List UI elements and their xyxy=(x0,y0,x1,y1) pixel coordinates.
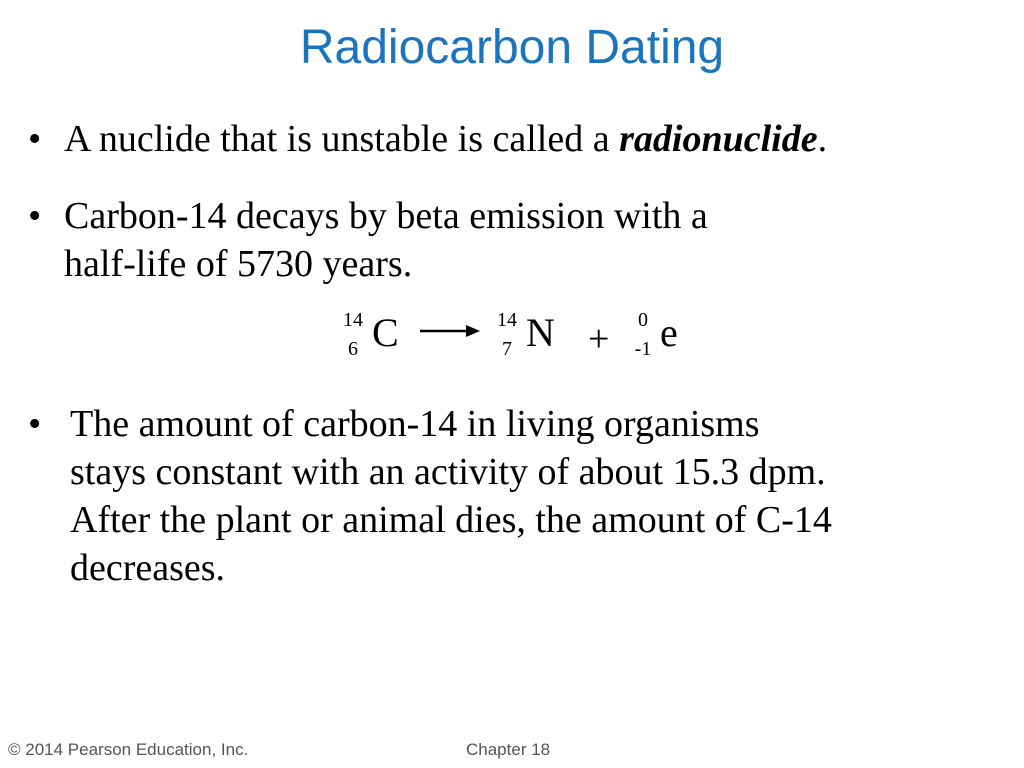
bullet-text xyxy=(64,115,827,163)
bullet-marker: • xyxy=(28,195,42,237)
bullet-line: The amount of carbon-14 in living organisms xyxy=(70,403,760,445)
bullet-line: Carbon-14 decays by beta emission with a xyxy=(64,195,708,237)
atomic-number: 6 xyxy=(348,338,358,360)
emphasis-term: radionuclide xyxy=(619,118,818,160)
element-symbol: N xyxy=(526,310,555,355)
bullet-line: After the plant or animal dies, the amount of C-14 xyxy=(70,499,832,541)
nuclear-equation xyxy=(330,305,710,367)
bullet-marker: • xyxy=(28,118,42,160)
reaction-arrow-icon xyxy=(418,317,482,345)
bullet-line: half-life of 5730 years. xyxy=(64,243,413,285)
bullet-line: stays constant with an activity of about 15.3 dpm. xyxy=(70,451,826,493)
bullet-text-start: A nuclide that is unstable is called a xyxy=(64,118,620,160)
mass-number: 14 xyxy=(343,309,363,331)
bullet-line: decreases. xyxy=(70,547,226,589)
mass-number: 14 xyxy=(497,309,517,331)
atomic-number: 7 xyxy=(502,338,512,360)
particle-symbol: e xyxy=(660,310,678,355)
element-symbol: C xyxy=(372,310,399,355)
bullet-text xyxy=(64,192,708,288)
charge-number: -1 xyxy=(634,338,652,360)
mass-number: 0 xyxy=(638,309,648,331)
footer-chapter: Chapter 18 xyxy=(466,740,551,759)
slide-title: Radiocarbon Dating xyxy=(299,21,725,74)
plus-operator: + xyxy=(588,318,610,360)
bullet-text xyxy=(70,400,832,592)
footer-copyright: © 2014 Pearson Education, Inc. xyxy=(8,740,249,759)
bullet-text-end: . xyxy=(817,118,828,160)
bullet-marker: • xyxy=(28,403,42,445)
